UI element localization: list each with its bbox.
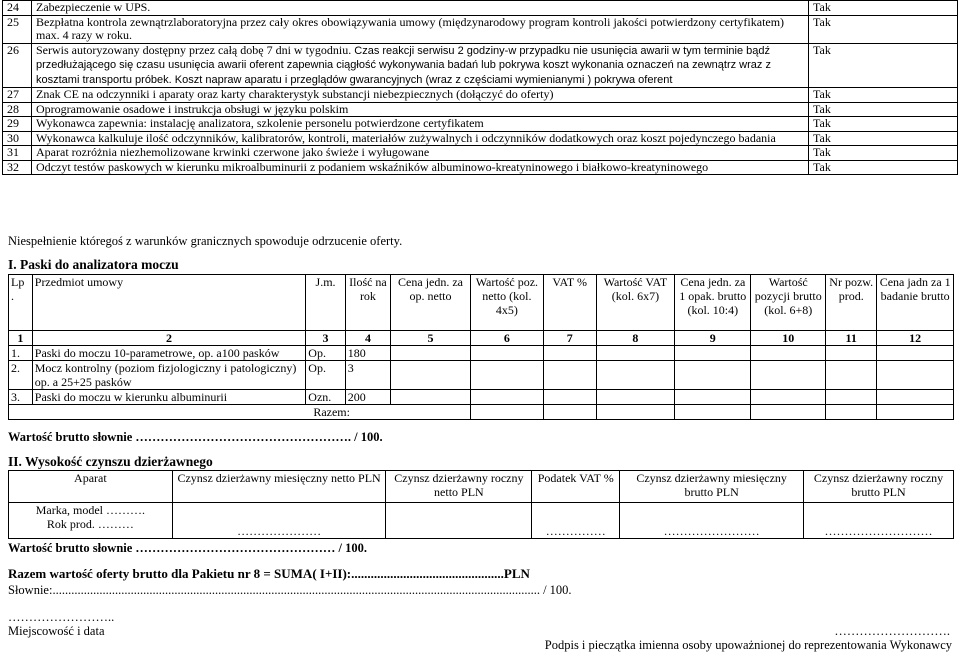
- col-index: 12: [877, 331, 954, 346]
- requirements-table: [2, 0, 958, 175]
- requirement-text: [32, 146, 809, 161]
- requirement-main-text: Wykonawca kalkuluje ilość odczynników, kalibratorów, kontroli, materiałów zużywalnych i odczynników dodatkowych oraz koszt pojedynczego badania: [36, 130, 776, 145]
- section1-table: [8, 274, 954, 420]
- requirement-main-text: Aparat rozróżnia niezhemolizowane krwinki czerwone jako świeże i wyługowane: [36, 145, 430, 159]
- section2-data-row: [9, 503, 954, 539]
- requirement-text: [32, 102, 809, 117]
- header-unit-net: Cena jedn. za op. netto: [391, 275, 471, 331]
- sum-label: Razem:: [9, 405, 471, 420]
- requirement-main-text: Odczyt testów paskowych w kierunku mikroalbuminurii z podaniem wskaźników albuminowo-kreatyninowego i białkowo-kreatyninowego: [36, 159, 709, 174]
- col-index: 2: [32, 331, 306, 346]
- monthly-gross-field: ……………………: [620, 503, 804, 539]
- requirement-row: [3, 102, 958, 117]
- col-index: 9: [675, 331, 751, 346]
- requirement-answer: Tak: [809, 43, 958, 88]
- monthly-net-field: …………………: [172, 503, 386, 539]
- requirement-number: 32: [3, 160, 32, 175]
- col-index: 4: [345, 331, 390, 346]
- signature-dots: ……………………….: [834, 624, 950, 638]
- requirement-number: 28: [3, 102, 32, 117]
- requirement-number: 31: [3, 146, 32, 161]
- col-index: 10: [751, 331, 826, 346]
- row-jm: Op.: [306, 361, 346, 390]
- header-unit-gross: Cena jedn. za 1 opak. brutto (kol. 10:4): [675, 275, 751, 331]
- requirement-main-text: Serwis autoryzowany dostępny przez całą dobę 7 dni w tygodniu.: [36, 42, 352, 57]
- requirement-detail-text: Czas reakcji serwisu 2 godziny-w przypadku nie usunięcia awarii w tym terminie bądź przedłużającego się czasu usunięcia awarii oferent zapewnia ciągłość wykonywania badań lub pokrywa koszt wykonania oznaczeń na zewnątrz wraz z kosztami transportu próbek. Koszt napraw aparatu i przeglądów gwarancyjnych (wraz z częściami wymienianymi ) pokrywa oferent: [36, 44, 771, 86]
- col-index: 11: [826, 331, 877, 346]
- requirement-number: 27: [3, 88, 32, 103]
- col-index: 3: [306, 331, 346, 346]
- row-lp: 1.: [9, 346, 33, 361]
- requirement-text: [32, 43, 809, 88]
- requirement-row: [3, 15, 958, 43]
- requirement-main-text: Bezpłatna kontrola zewnątrzlaboratoryjna przez cały okres obowiązywania umowy (międzynarodowy program kontroli jakości potwierdzony certyfikatem) max. 4 razy w roku.: [36, 14, 785, 42]
- yearly-gross-field: ………………………: [804, 503, 954, 539]
- col-index: 5: [391, 331, 471, 346]
- rejection-note: Niespełnienie któregoś z warunków granicznych spowoduje odrzucenie oferty.: [8, 234, 403, 248]
- requirement-row: [3, 160, 958, 175]
- requirement-answer: Tak: [809, 102, 958, 117]
- header-qty: Ilość na rok: [345, 275, 390, 331]
- requirement-row: [3, 146, 958, 161]
- header-lp: Lp .: [9, 275, 33, 331]
- requirement-number: 29: [3, 117, 32, 132]
- table-row: [9, 390, 954, 405]
- row-lp: 2.: [9, 361, 33, 390]
- signature-label: Podpis i pieczątka imienna osoby upoważnionej do reprezentowania Wykonawcy: [544, 638, 952, 652]
- place-date-label: Miejscowość i data: [8, 624, 105, 638]
- row-item: Paski do moczu w kierunku albuminurii: [32, 390, 306, 405]
- requirement-text: [32, 88, 809, 103]
- row-qty: 3: [345, 361, 390, 390]
- requirement-row: [3, 1, 958, 16]
- section1-header-row: [9, 275, 954, 331]
- requirement-text: [32, 131, 809, 146]
- table-row: [9, 346, 954, 361]
- header-vat-value: Wartość VAT (kol. 6x7): [596, 275, 675, 331]
- section1-words-line: Wartość brutto słownie ……………………………………………. / 100.: [8, 430, 383, 444]
- header-gross-value: Wartość pozycji brutto (kol. 6+8): [751, 275, 826, 331]
- header-item: Przedmiot umowy: [32, 275, 306, 331]
- section2-words-line: Wartość brutto słownie ………………………………………… / 100.: [8, 541, 368, 555]
- requirement-number: 25: [3, 15, 32, 43]
- header-jm: J.m.: [306, 275, 346, 331]
- header-permit: Nr pozw. prod.: [826, 275, 877, 331]
- header-net-value: Wartość poz. netto (kol. 4x5): [470, 275, 543, 331]
- row-lp: 3.: [9, 390, 33, 405]
- header-vat-pct: VAT %: [543, 275, 596, 331]
- header-yearly-gross: Czynsz dzierżawny roczny brutto PLN: [804, 471, 954, 503]
- requirement-text: [32, 117, 809, 132]
- row-qty: 200: [345, 390, 390, 405]
- place-date-dots: ……………………..: [8, 610, 115, 624]
- requirement-answer: Tak: [809, 88, 958, 103]
- table-row: [9, 361, 954, 390]
- requirement-main-text: Oprogramowanie osadowe i instrukcja obsługi w języku polskim: [36, 101, 349, 116]
- row-jm: Ozn.: [306, 390, 346, 405]
- header-vat: Podatek VAT %: [532, 471, 620, 503]
- requirement-row: [3, 117, 958, 132]
- requirement-text: [32, 160, 809, 175]
- requirement-main-text: Wykonawca zapewnia: instalację analizatora, szkolenie personelu potwierdzone certyfikatem: [36, 116, 484, 130]
- requirement-row: [3, 88, 958, 103]
- total-line: Razem wartość oferty brutto dla Pakietu nr 8 = SUMA( I+II):...............................................PLN: [8, 566, 530, 581]
- requirement-number: 30: [3, 131, 32, 146]
- requirement-answer: Tak: [809, 146, 958, 161]
- row-item: Paski do moczu 10-parametrowe, op. a100 pasków: [32, 346, 306, 361]
- requirement-row: [3, 43, 958, 88]
- requirement-main-text: Zabezpieczenie w UPS.: [36, 0, 151, 14]
- header-yearly-net: Czynsz dzierżawny roczny netto PLN: [386, 471, 532, 503]
- yearly-net-field: [386, 503, 532, 539]
- header-monthly-gross: Czynsz dzierżawny miesięczny brutto PLN: [620, 471, 804, 503]
- words-total-line: Słownie:............................................................................................................................................................ / 100.: [8, 583, 572, 597]
- col-index: 1: [9, 331, 33, 346]
- section2-title: II. Wysokość czynszu dzierżawnego: [8, 454, 213, 469]
- row-jm: Op.: [306, 346, 346, 361]
- row-qty: 180: [345, 346, 390, 361]
- year-field: Rok prod. ………: [46, 517, 134, 531]
- section2-table: [8, 470, 954, 539]
- header-monthly-net: Czynsz dzierżawny miesięczny netto PLN: [172, 471, 386, 503]
- model-field: Marka, model ……….: [35, 503, 146, 517]
- section2-header-row: [9, 471, 954, 503]
- row-item: Mocz kontrolny (poziom fizjologiczny i patologiczny) op. a 25+25 pasków: [32, 361, 306, 390]
- requirement-answer: Tak: [809, 1, 958, 16]
- col-index: 7: [543, 331, 596, 346]
- col-index: 6: [470, 331, 543, 346]
- requirement-main-text: Znak CE na odczynniki i aparaty oraz karty charakterystyk substancji niebezpiecznych (dołączyć do oferty): [36, 87, 554, 101]
- vat-field: ……………: [532, 503, 620, 539]
- section1-index-row: [9, 331, 954, 346]
- requirement-text: [32, 15, 809, 43]
- header-aparat: Aparat: [9, 471, 173, 503]
- header-per-test: Cena jadn za 1 badanie brutto: [877, 275, 954, 331]
- requirement-row: [3, 131, 958, 146]
- requirement-answer: Tak: [809, 15, 958, 43]
- requirement-text: [32, 1, 809, 16]
- requirement-answer: Tak: [809, 131, 958, 146]
- aparat-cell: [9, 503, 173, 539]
- col-index: 8: [596, 331, 675, 346]
- requirement-answer: Tak: [809, 117, 958, 132]
- sum-row: [9, 405, 954, 420]
- requirement-answer: Tak: [809, 160, 958, 175]
- section1-title: I. Paski do analizatora moczu: [8, 257, 179, 272]
- requirement-number: 26: [3, 43, 32, 88]
- requirement-number: 24: [3, 1, 32, 16]
